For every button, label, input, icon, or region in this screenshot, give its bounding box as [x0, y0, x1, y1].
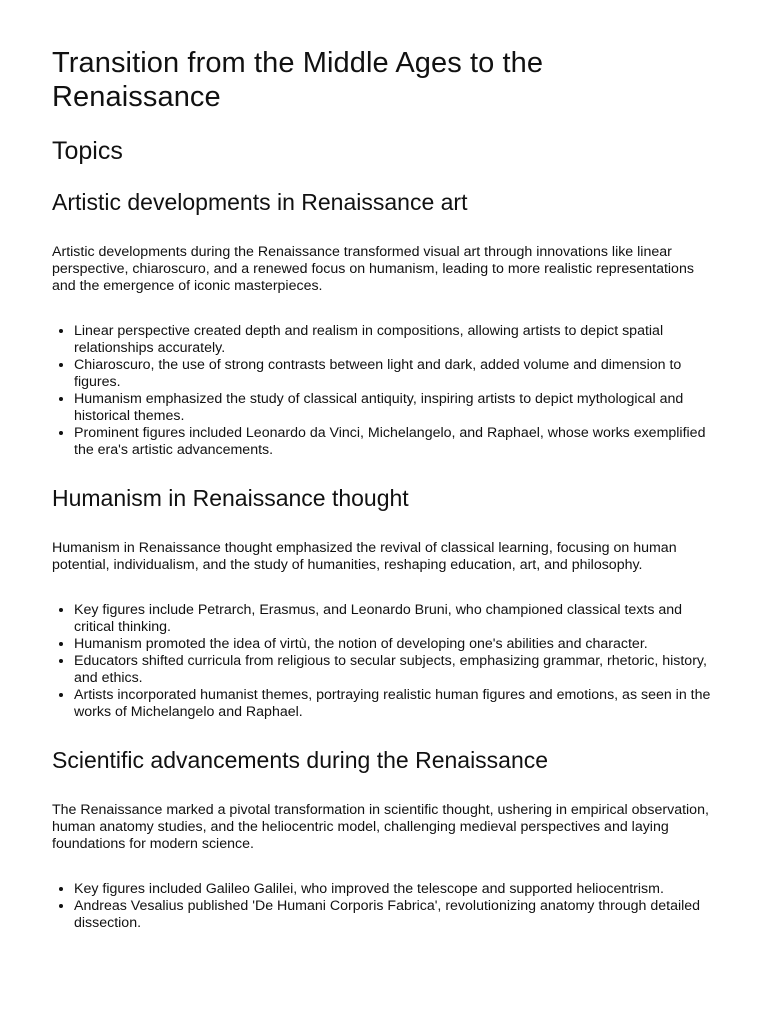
section-heading: Humanism in Renaissance thought [52, 485, 409, 511]
list-item: • Chiaroscuro, the use of strong contrasts between light and dark, added volume and dimension to figures. [74, 357, 718, 391]
bullet-list [52, 323, 718, 459]
section-summary: The Renaissance marked a pivotal transformation in scientific thought, ushering in empirical observation, human anatomy studies, and the heliocentric model, challenging medieval perspectives and laying foundations for modern science. [52, 802, 709, 852]
section-summary: Artistic developments during the Renaissance transformed visual art through innovations like linear perspective, chiaroscuro, and a renewed focus on humanism, leading to more realistic representations and the emergence of iconic masterpieces. [52, 244, 694, 294]
section-summary: Humanism in Renaissance thought emphasized the revival of classical learning, focusing on human potential, individualism, and the study of humanities, reshaping education, art, and philosophy. [52, 540, 677, 573]
list-item: • Humanism promoted the idea of virtù, the notion of developing one's abilities and character. [74, 636, 718, 653]
list-item: • Artists incorporated humanist themes, portraying realistic human figures and emotions, as seen in the works of Michelangelo and Raphael. [74, 687, 718, 721]
list-item: • Educators shifted curricula from religious to secular subjects, emphasizing grammar, rhetoric, history, and ethics. [74, 653, 718, 687]
list-item: • Andreas Vesalius published 'De Humani Corporis Fabrica', revolutionizing anatomy through detailed dissection. [74, 898, 718, 932]
section-heading: Scientific advancements during the Renaissance [52, 747, 549, 773]
list-item: • Humanism emphasized the study of classical antiquity, inspiring artists to depict mythological and historical themes. [74, 391, 718, 425]
topics-heading: Topics [52, 137, 123, 165]
list-item: • Linear perspective created depth and realism in compositions, allowing artists to depict spatial relationships accurately. [74, 323, 718, 357]
page-title: Transition from the Middle Ages to the Renaissance [52, 47, 544, 113]
section-artistic-developments [52, 188, 718, 459]
section-scientific-advancements [52, 746, 718, 932]
bullet-list [52, 602, 718, 721]
list-item: • Prominent figures included Leonardo da Vinci, Michelangelo, and Raphael, whose works exemplified the era's artistic advancements. [74, 425, 718, 459]
section-humanism [52, 484, 718, 721]
bullet-list [52, 881, 718, 932]
section-heading: Artistic developments in Renaissance art [52, 189, 468, 215]
list-item: • Key figures include Petrarch, Erasmus, and Leonardo Bruni, who championed classical texts and critical thinking. [74, 602, 718, 636]
list-item: • Key figures included Galileo Galilei, who improved the telescope and supported heliocentrism. [74, 881, 718, 898]
